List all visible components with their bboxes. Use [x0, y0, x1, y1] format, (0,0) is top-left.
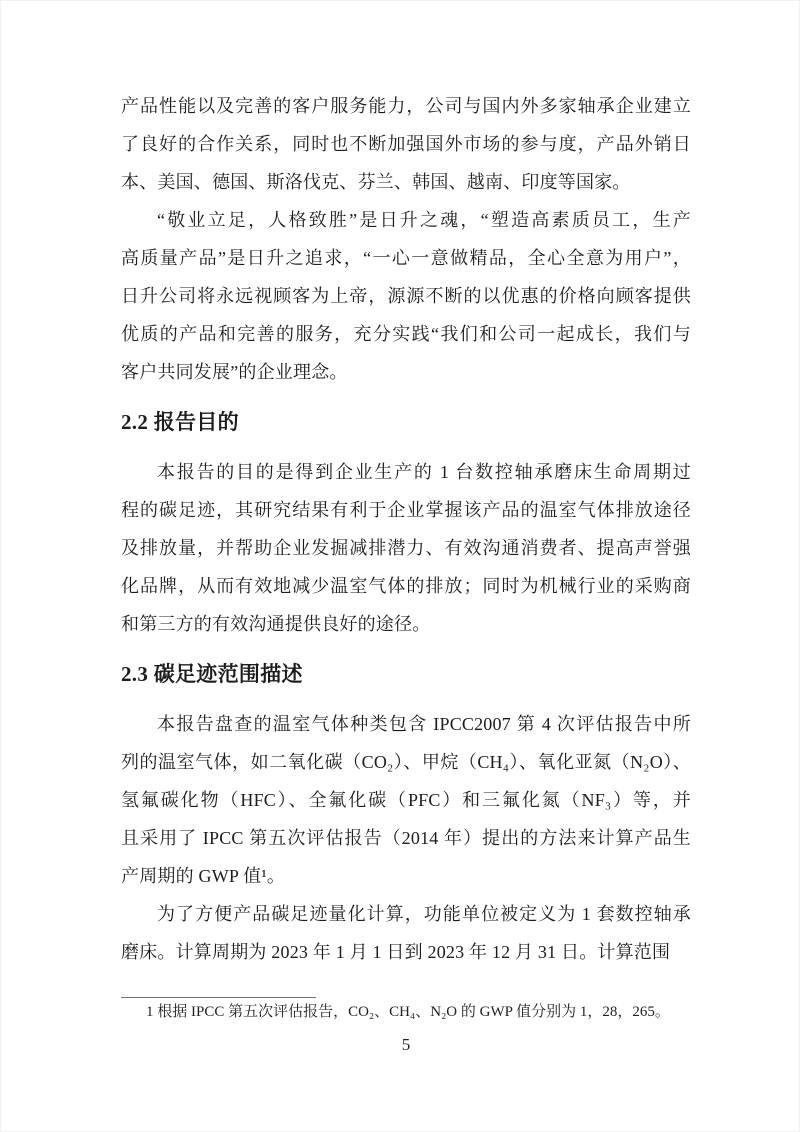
- page-number: 5: [401, 1035, 411, 1054]
- footnote-area: [121, 997, 691, 1026]
- paragraph-line: 优质的产品和完善的服务，充分实践“我们和公司一起成长，我们与: [121, 324, 691, 344]
- paragraph-report-purpose: [121, 453, 691, 643]
- paragraph-functional-unit: [121, 895, 691, 971]
- section-heading-2-3: 2.3 碳足迹范围描述: [121, 662, 303, 686]
- paragraph-philosophy: [121, 201, 691, 391]
- paragraph-line: 列的温室气体，如二氧化碳（CO₂）、甲烷（CH₄）、氧化亚氮（N₂O）、: [121, 752, 691, 772]
- paragraph-line: 化品牌，从而有效地减少温室气体的排放；同时为机械行业的采购商: [121, 576, 691, 596]
- paragraph-greenhouse-gases: [121, 705, 691, 895]
- paragraph-line: “敬业立足，人格致胜”是日升之魂，“塑造高素质员工，生产: [157, 210, 691, 230]
- paragraph-line: 日升公司将永远视顾客为上帝，源源不断的以优惠的价格向顾客提供: [121, 286, 691, 306]
- paragraph-line: 及排放量，并帮助企业发掘减排潜力、有效沟通消费者、提高声誉强: [121, 538, 691, 558]
- paragraph-line: 且采用了 IPCC 第五次评估报告（2014 年）提出的方法来计算产品生: [121, 828, 691, 848]
- paragraph-line: 程的碳足迹，其研究结果有利于企业掌握该产品的温室气体排放途径: [121, 500, 691, 520]
- paragraph-line: 本报告盘查的温室气体种类包含 IPCC2007 第 4 次评估报告中所: [157, 714, 691, 734]
- paragraph-line: 本报告的目的是得到企业生产的 1 台数控轴承磨床生命周期过: [157, 462, 691, 482]
- paragraph-line: 磨床。计算周期为 2023 年 1 月 1 日到 2023 年 12 月 31 日。计算范围: [121, 942, 671, 962]
- page-content: [121, 87, 691, 1056]
- paragraph-line: 产品性能以及完善的客户服务能力，公司与国内外多家轴承企业建立: [121, 96, 691, 116]
- paragraph-company-intro: [121, 87, 691, 201]
- paragraph-line: 产周期的 GWP 值¹。: [121, 866, 286, 886]
- footnote: 1 根据 IPCC 第五次评估报告，CO₂、CH₄、N₂O 的 GWP 值分别为 1，28，265。: [146, 1004, 670, 1020]
- section-heading-2-2: 2.2 报告目的: [121, 410, 239, 434]
- paragraph-line: 客户共同发展”的企业理念。: [121, 362, 348, 382]
- paragraph-line: 本、美国、德国、斯洛伐克、芬兰、韩国、越南、印度等国家。: [121, 172, 631, 192]
- paragraph-line: 和第三方的有效沟通提供良好的途径。: [121, 614, 431, 634]
- paragraph-line: 高质量产品”是日升之追求，“一心一意做精品，全心全意为用户”，: [121, 248, 691, 268]
- paragraph-line: 了良好的合作关系，同时也不断加强国外市场的参与度，产品外销日: [121, 134, 691, 154]
- paragraph-line: 氢氟碳化物（HFC）、全氟化碳（PFC）和三氟化氮（NF₃）等，并: [121, 790, 691, 810]
- paragraph-line: 为了方便产品碳足迹量化计算，功能单位被定义为 1 套数控轴承: [157, 904, 691, 924]
